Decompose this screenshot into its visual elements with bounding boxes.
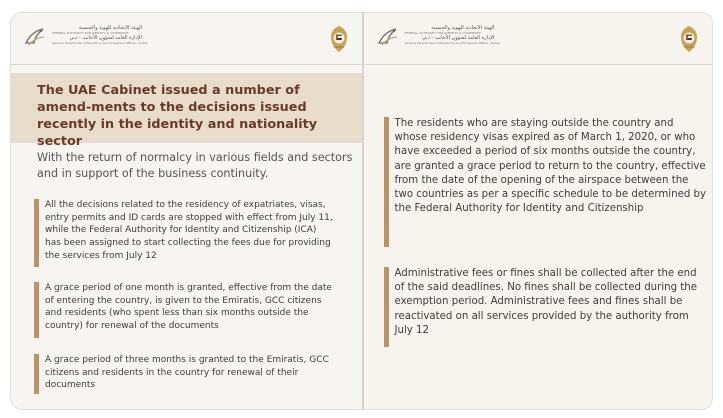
list-item-text: A grace period of one month is granted, effective from the date of entering the country, is given to the Emiratis, GCC citizens and residents (who spent less than six months outside the country) for renewal of the documents [45,283,332,332]
list-item [34,354,334,394]
right-header [364,13,713,65]
logo-arabic-line1: الهيئة الاتحادية للهوية والجنسية [78,25,142,31]
falcon-logo-icon [23,25,47,49]
accent-bar [384,267,389,347]
logo-text [52,25,148,45]
list-item [384,267,709,347]
logo-arabic-line2: الإدارة العامة لشؤون الأجانب - دبي [69,35,142,41]
logo-english-line1: FEDERAL AUTHORITY FOR IDENTITY & CITIZENSHIP [404,31,482,35]
list-item-text: A grace period of three months is granted to the Emiratis, GCC citizens and residents in the country for renewal of their documents [45,355,329,391]
accent-bar [34,282,39,338]
list-item-text: Administrative fees or fines shall be collected after the end of the said deadlines. No fines shall be collected during the exemption period. Administrative fees and fines shall be reactivated on all services provided by the authority from July 12 [394,268,698,336]
logo-text [404,25,500,45]
right-panel [362,13,713,409]
slide-frame [10,12,713,410]
list-item [34,199,334,267]
uae-emblem-icon [678,25,700,53]
uae-emblem-icon [328,25,350,53]
ica-logo [376,25,500,49]
accent-bar [34,354,39,394]
title-box [11,73,362,149]
accent-bar [384,117,389,247]
logo-arabic-line1: الهيئة الاتحادية للهوية والجنسية [431,25,495,31]
logo-english-line2: General Directorate of Residency and Foreigners Affairs - Dubai [404,41,500,45]
left-header [11,13,362,65]
accent-bar [34,199,39,267]
logo-english-line1: FEDERAL AUTHORITY FOR IDENTITY & CITIZENSHIP [52,31,129,35]
list-item-text: The residents who are staying outside the country and whose residency visas expired as of March 1, 2020, or who have exceeded a period of six months outside the country, are granted a grace period to return to the country, effective from the date of the opening of the airspace between the two countries as per a specific schedule to be determined by the Federal Authority for Identity and Citizenship [394,118,707,215]
logo-arabic-line2: الإدارة العامة لشؤون الأجانب - دبي [422,35,495,41]
subtitle: With the return of normalcy in various fields and sectors and in support of the business continuity. [37,151,353,180]
page-title: The UAE Cabinet issued a number of amend-ments to the decisions issued recently in the identity and nationality sector [37,83,318,149]
list-item-text: All the decisions related to the residency of expatriates, visas, entry permits and ID cards are stopped with effect from July 11, while the Federal Authority for Identity and Citizenship (ICA) has been assigned to start collecting the fees due for providing the services from July 12 [45,200,333,261]
ica-logo [23,25,148,49]
left-panel [11,13,362,409]
logo-english-line2: General Directorate of Residency and Foreigners Affairs - Dubai [52,41,148,45]
falcon-logo-icon [376,25,400,49]
list-item [384,117,709,247]
list-item [34,282,334,338]
